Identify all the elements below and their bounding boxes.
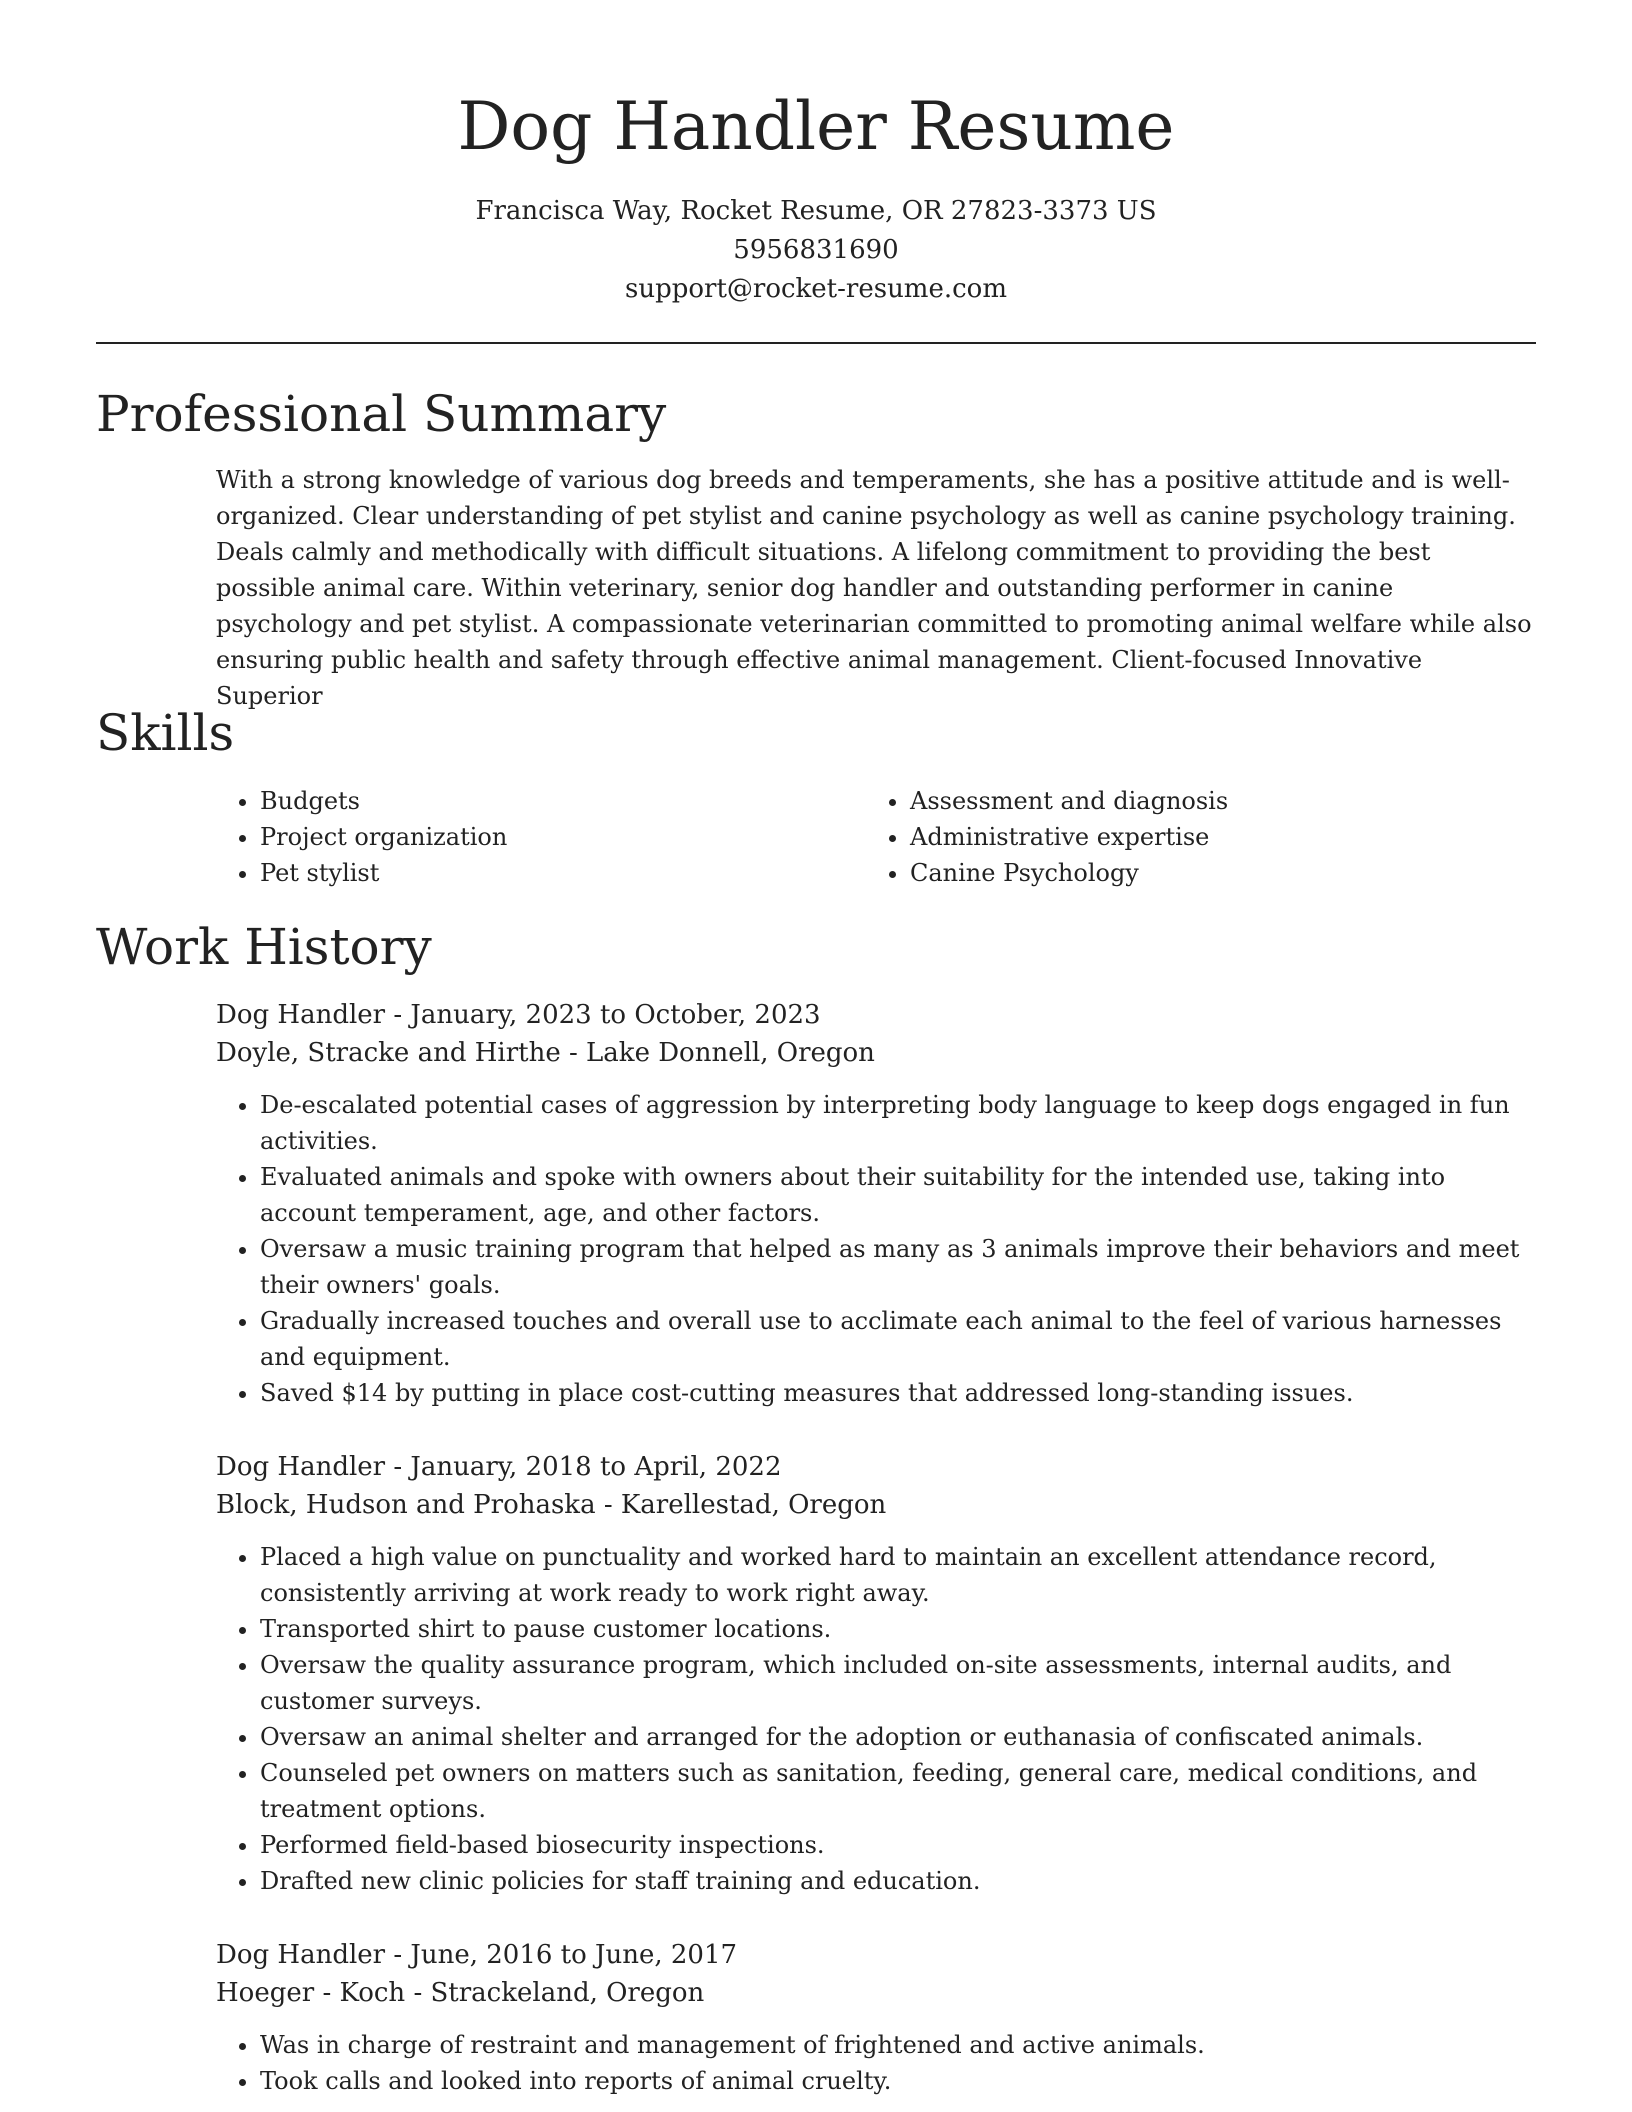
header-divider <box>96 342 1536 344</box>
skill-item: • Project organization <box>260 819 866 855</box>
job-title: Dog Handler - January, 2018 to April, 2022 <box>216 1452 782 1482</box>
skills-list <box>216 783 1536 891</box>
job-entry <box>216 996 1536 1411</box>
job-title: Dog Handler - January, 2023 to October, 2023 <box>216 1000 821 1030</box>
job-company: Hoeger - Koch - Strackeland, Oregon <box>216 1978 705 2008</box>
skill-item: • Budgets <box>260 783 866 819</box>
job-bullet: • Evaluated animals and spoke with owners about their suitability for the intended use, taking into account temperament, age, and other factors. <box>260 1159 1536 1231</box>
job-entry <box>216 1936 1536 2099</box>
skills-column-left <box>216 783 866 891</box>
job-bullet: • Oversaw the quality assurance program, which included on-site assessments, internal audits, and customer surveys. <box>260 1647 1536 1719</box>
skill-item: • Assessment and diagnosis <box>910 783 1516 819</box>
summary-heading: Professional Summary <box>96 385 667 443</box>
job-bullet: • Oversaw an animal shelter and arranged for the adoption or euthanasia of confiscated animals. <box>260 1719 1536 1755</box>
skills-heading: Skills <box>96 704 235 762</box>
contact-email: support@rocket-resume.com <box>624 274 1007 304</box>
skill-item: • Pet stylist <box>260 855 866 891</box>
job-title: Dog Handler - June, 2016 to June, 2017 <box>216 1940 738 1970</box>
resume-header <box>0 0 1632 309</box>
job-bullet: • Was in charge of restraint and management of frightened and active animals. <box>260 2027 1536 2063</box>
contact-phone: 5956831690 <box>733 235 899 265</box>
job-bullet: • Took calls and looked into reports of animal cruelty. <box>260 2063 1536 2099</box>
summary-text: With a strong knowledge of various dog breeds and temperaments, she has a positive attitude and is well-organized. Clear understanding of pet stylist and canine psychology as well as canine psychology training. Deals calmly and methodically with difficult situations. A lifelong commitment to providing the best possible animal care. Within veterinary, senior dog handler and outstanding performer in canine psychology and pet stylist. A compassionate veterinarian committed to promoting animal welfare while also ensuring public health and safety through effective animal management. Client-focused Innovative Superior <box>216 466 1532 710</box>
job-bullets <box>216 1539 1536 1899</box>
skills-column-right <box>866 783 1516 891</box>
job-bullet: • Counseled pet owners on matters such as sanitation, feeding, general care, medical conditions, and treatment options. <box>260 1755 1536 1827</box>
skill-item: • Canine Psychology <box>910 855 1516 891</box>
skill-item: • Administrative expertise <box>910 819 1516 855</box>
work-history-heading: Work History <box>96 918 432 976</box>
job-bullet: • Oversaw a music training program that helped as many as 3 animals improve their behaviors and meet their owners' goals. <box>260 1231 1536 1303</box>
job-bullet: • Performed field-based biosecurity inspections. <box>260 1827 1536 1863</box>
job-company: Doyle, Stracke and Hirthe - Lake Donnell, Oregon <box>216 1038 875 1068</box>
job-bullet: • Gradually increased touches and overall use to acclimate each animal to the feel of various harnesses and equipment. <box>260 1303 1536 1375</box>
job-company: Block, Hudson and Prohaska - Karellestad, Oregon <box>216 1490 887 1520</box>
job-bullet: • Drafted new clinic policies for staff training and education. <box>260 1863 1536 1899</box>
job-bullet: • De-escalated potential cases of aggression by interpreting body language to keep dogs engaged in fun activities. <box>260 1087 1536 1159</box>
contact-address: Francisca Way, Rocket Resume, OR 27823-3373 US <box>475 196 1157 226</box>
job-bullets <box>216 2027 1536 2099</box>
resume-title: Dog Handler Resume <box>457 88 1175 165</box>
contact-info <box>0 192 1632 309</box>
job-bullets <box>216 1087 1536 1411</box>
job-entry <box>216 1448 1536 1899</box>
job-bullet: • Saved $14 by putting in place cost-cutting measures that addressed long-standing issues. <box>260 1375 1536 1411</box>
job-bullet: • Transported shirt to pause customer locations. <box>260 1611 1536 1647</box>
job-bullet: • Placed a high value on punctuality and worked hard to maintain an excellent attendance record, consistently arriving at work ready to work right away. <box>260 1539 1536 1611</box>
